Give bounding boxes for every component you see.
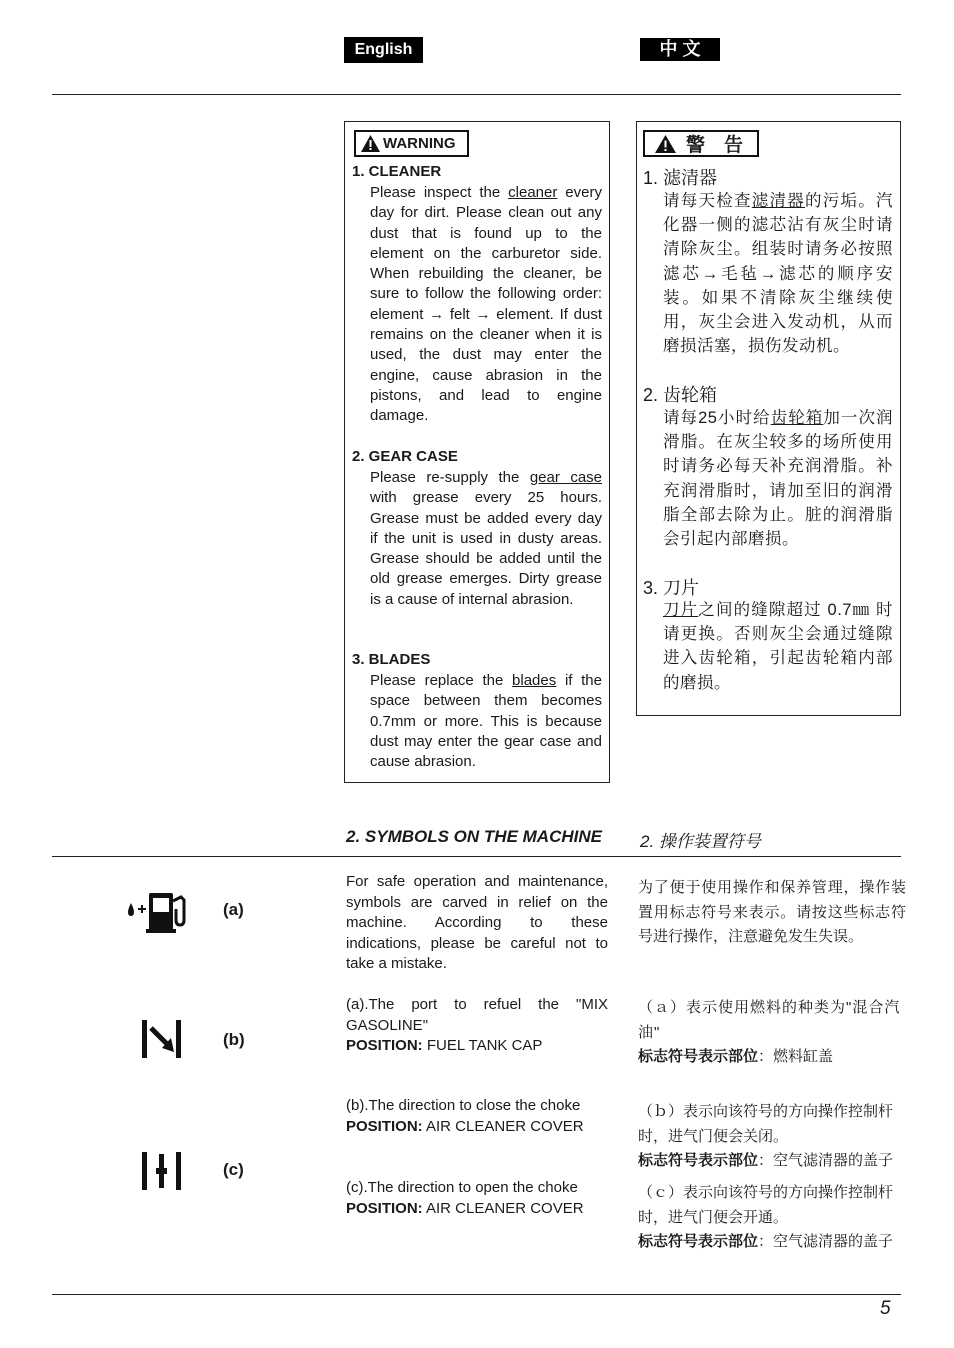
symbol-b-desc-zh: （ｂ）表示向该符号的方向操作控制杆时，进气门便会关闭。 标志符号表示部位：空气滤清器的盖子	[638, 1100, 906, 1174]
warning-badge-zh	[643, 130, 759, 157]
zh-gear-case-heading: 2. 齿轮箱	[643, 385, 718, 405]
warning-badge-label-zh: 警 告	[686, 135, 744, 156]
bottom-rule	[52, 1294, 901, 1295]
section-title-zh: 2. 操作装置符号	[640, 832, 761, 851]
symbol-label-a: (a)	[223, 900, 244, 919]
section-title-en: 2. SYMBOLS ON THE MACHINE	[346, 827, 602, 846]
zh-gear-case-text: 请每25小时给齿轮箱加一次润滑脂。在灰尘较多的场所使用时请务必每天补充润滑脂。补充润滑脂时，请加至旧的润滑脂全部去除为止。脏的润滑脂会引起内部磨损。	[663, 409, 894, 549]
symbol-b-position-zh: 标志符号表示部位：空气滤清器的盖子	[638, 1152, 894, 1169]
symbol-b-desc-en: (b).The direction to close the choke POSITION: AIR CLEANER COVER	[346, 1096, 608, 1137]
chinese-tag: 中 文	[640, 38, 720, 61]
cleaner-link: cleaner	[508, 184, 558, 201]
zh-cleaner-heading: 1. 滤清器	[643, 168, 718, 188]
zh-cleaner-text: 请每天检查滤清器的污垢。汽化器一侧的滤芯沾有灰尘时请清除灰尘。组装时请务必按照滤芯→毛毡→滤芯的顺序安装。如果不清除灰尘继续使用，灰尘会进入发动机，从而磨损活塞，损伤发动机。	[663, 192, 893, 356]
warning-triangle-icon	[361, 135, 380, 152]
zh-blades-text: 刀片之间的缝隙超过 0.7㎜ 时请更换。否则灰尘会通过缝隙进入齿轮箱，引起齿轮箱内部的磨损。	[663, 601, 894, 692]
intro-en: For safe operation and maintenance, symbols are carved in relief on the machine. According to these indications, please be careful not to take a mistake.	[346, 873, 608, 972]
english-tag: English	[344, 37, 423, 63]
choke-open-icon	[140, 1150, 184, 1192]
intro-zh: 为了便于使用操作和保养管理，操作装置用标志符号来表示。请按这些标志符号进行操作，注意避免发生失误。	[638, 879, 906, 945]
page-number: 5	[880, 1298, 891, 1319]
symbol-a-desc-zh: （ａ）表示使用燃料的种类为"混合汽油" 标志符号表示部位：燃料缸盖	[638, 996, 906, 1070]
symbol-c-desc-zh: （ｃ）表示向该符号的方向操作控制杆时，进气门便会开通。 标志符号表示部位：空气滤清器的盖子	[638, 1181, 906, 1255]
warning-badge-label: WARNING	[383, 135, 456, 152]
zh-blades-heading: 3. 刀片	[643, 578, 700, 598]
symbol-a-position: POSITION: FUEL TANK CAP	[346, 1037, 543, 1054]
symbol-b-position: POSITION: AIR CLEANER COVER	[346, 1117, 584, 1135]
warning-triangle-icon	[655, 135, 676, 153]
gear-case-text: Please re-supply the gear case with grease every 25 hours. Grease must be added every day if the unit is used in dusty areas. Grease should be added until the old grease emerges. Dirty grease is a cause of internal abrasion.	[370, 469, 603, 608]
cleaner-heading: 1. CLEANER	[352, 163, 442, 180]
blades-link: blades	[512, 672, 557, 689]
section-rule	[52, 856, 901, 857]
fuel-pump-icon	[126, 889, 190, 935]
symbol-a-desc-en: (a).The port to refuel the "MIX GASOLINE" POSITION: FUEL TANK CAP	[346, 995, 608, 1057]
choke-close-icon	[140, 1018, 184, 1060]
warning-badge-en	[354, 130, 469, 157]
symbol-c-position-zh: 标志符号表示部位：空气滤清器的盖子	[638, 1233, 894, 1250]
blades-heading: 3. BLADES	[352, 651, 431, 668]
cleaner-text: Please inspect the cleaner every day for dirt. Please clean out any dust that is found up to the element on the carburetor side. When rebuilding the cleaner, be sure to follow the following order: element → felt → element. If dust remains on the cleaner when it is used, the dust may enter the engine, cause abrasion in the pistons, and lead to engine damage.	[370, 184, 602, 425]
symbol-label-c: (c)	[223, 1160, 244, 1179]
zh-blades-link: 刀片	[663, 601, 699, 619]
zh-cleaner-link: 滤清器	[751, 192, 805, 210]
symbol-a-position-zh: 标志符号表示部位：燃料缸盖	[638, 1048, 834, 1065]
top-rule	[52, 94, 901, 95]
gear-case-heading: 2. GEAR CASE	[352, 448, 458, 465]
zh-gear-case-link: 齿轮箱	[770, 409, 824, 427]
blades-text: Please replace the blades if the space between them becomes 0.7mm or more. This is because dust may enter the gear case and cause abrasion.	[370, 672, 602, 771]
symbol-label-b: (b)	[223, 1030, 245, 1049]
symbol-c-desc-en: (c).The direction to open the choke POSITION: AIR CLEANER COVER	[346, 1178, 608, 1219]
symbol-c-position: POSITION: AIR CLEANER COVER	[346, 1199, 584, 1217]
gear-case-link: gear case	[529, 469, 603, 486]
